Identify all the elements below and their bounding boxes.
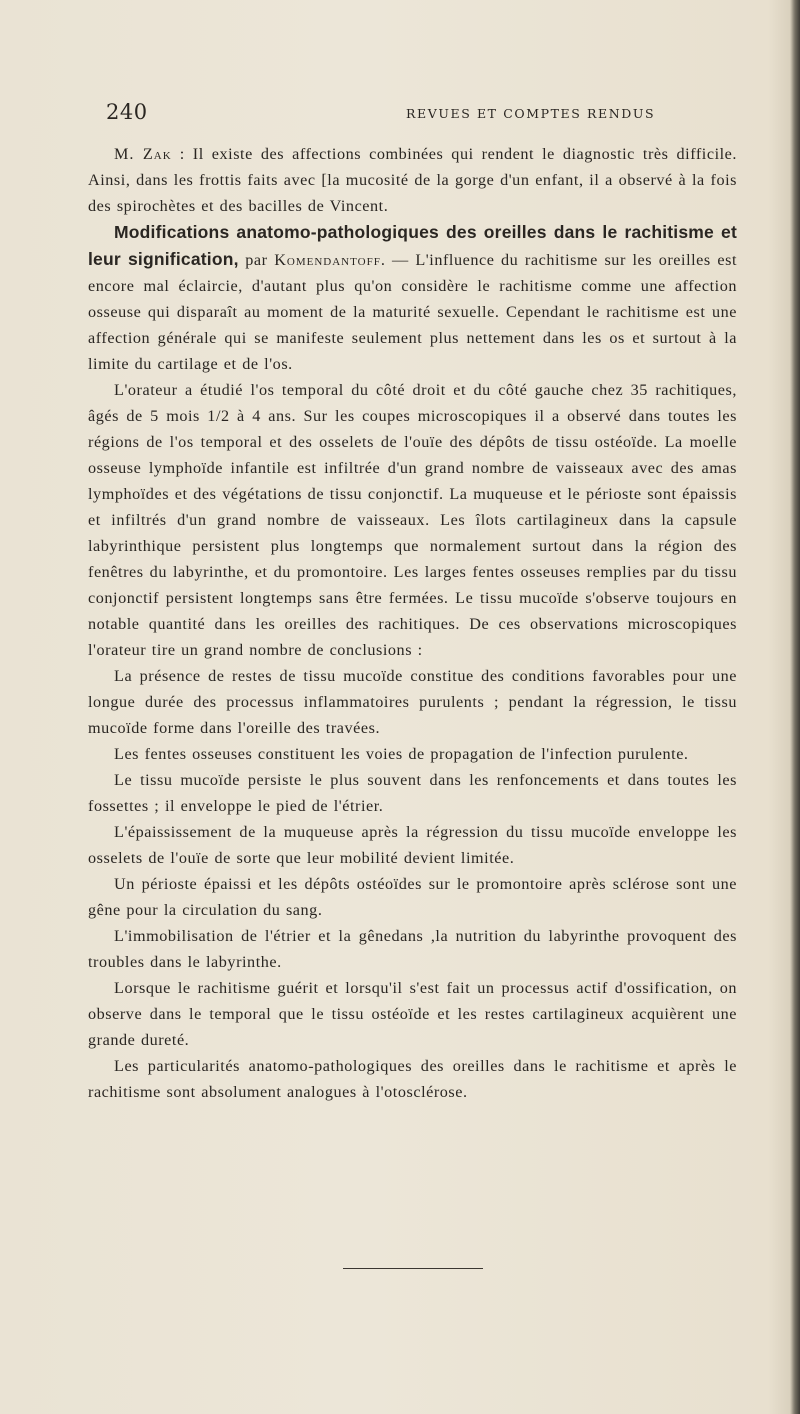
section-title: Modifications anatomo-pathologiques des oreilles dans le rachitisme et leur signification, — [88, 222, 737, 269]
page-binding-shadow — [790, 0, 800, 1414]
page-number: 240 — [106, 100, 148, 124]
page-header — [106, 100, 746, 130]
conclusion-6: L'immobilisation de l'étrier et la gênedans ,la nutrition du labyrinthe provoquent des troubles dans le labyrinthe. — [88, 927, 737, 971]
article-body — [88, 141, 737, 1105]
conclusion-3: Le tissu mucoïde persiste le plus souvent dans les renfoncements et dans toutes les fossettes ; il enveloppe le pied de l'étrier. — [88, 771, 737, 815]
paragraph-text: . — L'influence du rachitisme sur les oreilles est encore mal éclaircie, d'autant plus qu'on considère le rachitisme comme une affection osseuse qui disparaît au moment de la maturité sexuelle. Cependant le rachitisme est une affection générale qui se manifeste seulement plus nettement dans les os et surtout à la limite du cartilage et de l'os. — [88, 251, 737, 373]
conclusion-5: Un périoste épaissi et les dépôts ostéoïdes sur le promontoire après sclérose sont une gêne pour la circulation du sang. — [88, 875, 737, 919]
conclusion-1: La présence de restes de tissu mucoïde constitue des conditions favorables pour une longue durée des processus inflammatoires purulents ; pendant la régression, le tissu mucoïde forme dans l'oreille des travées. — [88, 667, 737, 737]
conclusion-4: L'épaississement de la muqueuse après la régression du tissu mucoïde enveloppe les osselets de l'ouïe de sorte que leur mobilité devient limitée. — [88, 823, 737, 867]
conclusion-2: Les fentes osseuses constituent les voies de propagation de l'infection purulente. — [114, 745, 689, 763]
paragraph-study: L'orateur a étudié l'os temporal du côté droit et du côté gauche chez 35 rachitiques, âgés de 5 mois 1/2 à 4 ans. Sur les coupes microscopiques il a observé dans toutes les régions de l'os temporal et des osselets de l'ouïe des dépôts de tissu ostéoïde. La moelle osseuse lymphoïde infantile est infiltrée d'un grand nombre de vaisseaux avec des amas lymphoïdes et des végétations de tissu conjonctif. La muqueuse et le périoste sont épaissis et infiltrés d'un grand nombre de vaisseaux. Les îlots cartilagineux dans la capsule labyrinthique persistent plus longtemps que normalement surtout dans la région des fenêtres du labyrinthe, et du promontoire. Les larges fentes osseuses remplies par du tissu conjonctif persistent longtemps sans être fermées. Le tissu mucoïde s'observe toujours en notable quantité dans les oreilles des rachitiques. De ces observations microscopiques l'orateur tire un grand nombre de conclusions : — [88, 381, 737, 659]
conclusion-7: Lorsque le rachitisme guérit et lorsqu'il s'est fait un processus actif d'ossification, on observe dans le temporal que le tissu ostéoïde et les restes cartilagineux acquièrent une grande dureté. — [88, 979, 737, 1049]
author-name: M. Zak — [114, 145, 172, 163]
byline-par: par — [238, 251, 275, 269]
section-divider — [343, 1268, 483, 1269]
author-name: Komendantoff — [274, 251, 381, 269]
running-head: REVUES ET COMPTES RENDUS — [406, 106, 656, 121]
paragraph-zak — [88, 141, 737, 219]
paragraph-komendantoff — [88, 219, 737, 377]
paragraph-text: : Il existe des affections combinées qui rendent le diagnostic très difficile. Ainsi, dans les frottis faits avec [la mucosité de la gorge d'un enfant, il a observé à la fois des spirochètes et des bacilles de Vincent. — [88, 145, 737, 215]
conclusion-8: Les particularités anatomo-pathologiques des oreilles dans le rachitisme et après le rachitisme sont absolument analogues à l'otosclérose. — [88, 1057, 737, 1101]
